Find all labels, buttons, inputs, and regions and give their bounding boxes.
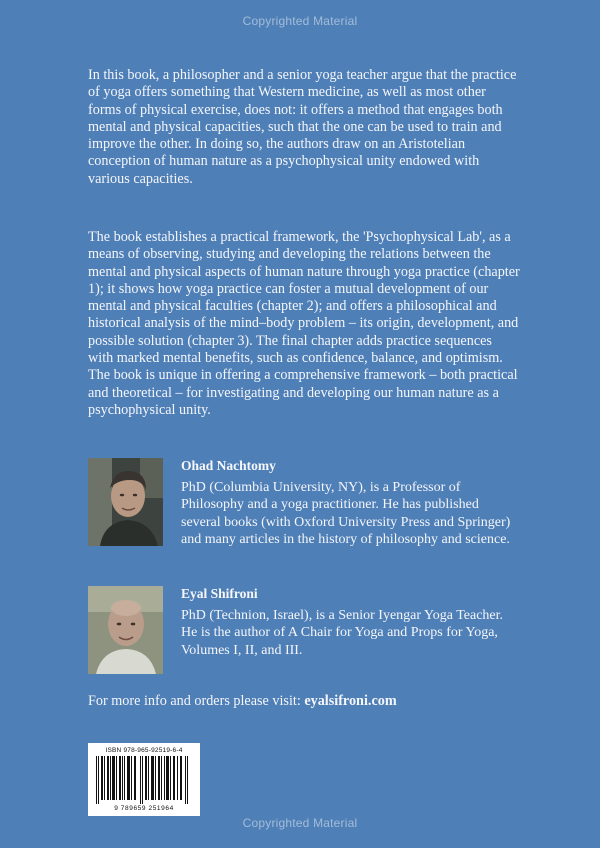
description-paragraph-1: In this book, a philosopher and a senior yoga teacher argue that the practice of yoga offers something that Western medicine, as well as most other forms of physical exercise, does not: it offers a method that engages both mental and physical capacities, such that the one can be used to train and improve the other. In doing so, the authors draw on an Aristotelian conception of human nature as a psychophysical unity endowed with various capacities. — [88, 67, 517, 187]
barcode-bars — [94, 756, 194, 804]
website-link[interactable]: eyalsifroni.com — [304, 693, 397, 709]
barcode-digits: 9 789659 251964 — [114, 805, 174, 812]
author-bio-ohad-nachtomy: PhD (Columbia University, NY), is a Professor of Philosophy and a yoga practitioner. He has published several books (with Oxford University Press and Springer) and many articles in the history of philosophy and science. — [181, 480, 511, 548]
author-photo-ohad-nachtomy — [88, 458, 163, 546]
visit-line — [88, 693, 397, 710]
copyright-watermark-bottom: Copyrighted Material — [242, 816, 358, 830]
author-name-eyal-shifroni: Eyal Shifroni — [181, 586, 258, 601]
author-bio-eyal-shifroni: PhD (Technion, Israel), is a Senior Iyengar Yoga Teacher. He is the author of A Chair for Yoga and Props for Yoga, Volumes I, II, and III. — [181, 608, 504, 658]
author-name-ohad-nachtomy: Ohad Nachtomy — [181, 458, 276, 473]
author-photo-eyal-shifroni — [88, 586, 163, 674]
copyright-watermark-top: Copyrighted Material — [242, 14, 358, 28]
isbn-text: ISBN 978-965-92519-6-4 — [105, 747, 183, 754]
visit-text: For more info and orders please visit: — [88, 693, 305, 709]
isbn-barcode — [88, 743, 200, 816]
description-paragraph-2: The book establishes a practical framework, the 'Psychophysical Lab', as a means of observing, studying and developing the relations between the mental and physical aspects of human nature through yoga practice (chapter 1); it shows how yoga practice can foster a mutual development of our mental and physical faculties (chapter 2); and offers a philosophical and historical analysis of the mind–body problem – its origin, development, and possible solution (chapter 3). The final chapter adds practice sequences with marked mental benefits, such as confidence, balance, and optimism. The book is unique in offering a comprehensive framework – both practical and theoretical – for investigating and developing our human nature as a psychophysical unity. — [88, 229, 520, 418]
